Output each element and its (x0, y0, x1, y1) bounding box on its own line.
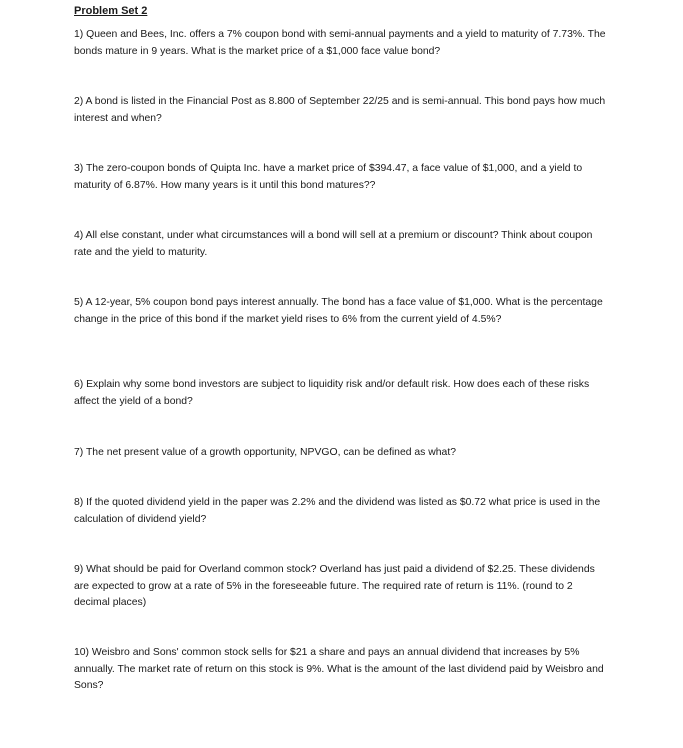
question-8: 8) If the quoted dividend yield in the paper was 2.2% and the dividend was listed as $0.72 what price is used in the calculation of dividend yield? (74, 497, 601, 525)
question-6: 6) Explain why some bond investors are subject to liquidity risk and/or default risk. How does each of these risks affect the yield of a bond? (74, 379, 590, 407)
question-4: 4) All else constant, under what circumstances will a bond will sell at a premium or discount? Think about coupon rate and the yield to maturity. (74, 230, 593, 258)
question-9: 9) What should be paid for Overland common stock? Overland has just paid a dividend of $2.25. These dividends are expected to grow at a rate of 5% in the foreseeable future. The required rate of return is 11%. (round to 2 decimal places) (74, 564, 595, 608)
question-7: 7) The net present value of a growth opportunity, NPVGO, can be defined as what? (74, 447, 456, 458)
question-3: 3) The zero-coupon bonds of Quipta Inc. have a market price of $394.47, a face value of $1,000, and a yield to maturity of 6.87%. How many years is it until this bond matures?? (74, 163, 583, 191)
page-title: Problem Set 2 (74, 5, 148, 17)
question-2: 2) A bond is listed in the Financial Post as 8.800 of September 22/25 and is semi-annual. This bond pays how much interest and when? (74, 96, 606, 124)
question-5: 5) A 12-year, 5% coupon bond pays interest annually. The bond has a face value of $1,000. What is the percentage change in the price of this bond if the market yield rises to 6% from the current yield of 4.5%? (74, 297, 603, 325)
question-10: 10) Weisbro and Sons' common stock sells for $21 a share and pays an annual dividend that increases by 5% annually. The market rate of return on this stock is 9%. What is the amount of the last dividend paid by Weisbro and Sons? (74, 647, 604, 691)
question-1: 1) Queen and Bees, Inc. offers a 7% coupon bond with semi-annual payments and a yield to maturity of 7.73%. The bonds mature in 9 years. What is the market price of a $1,000 face value bond? (74, 29, 606, 57)
